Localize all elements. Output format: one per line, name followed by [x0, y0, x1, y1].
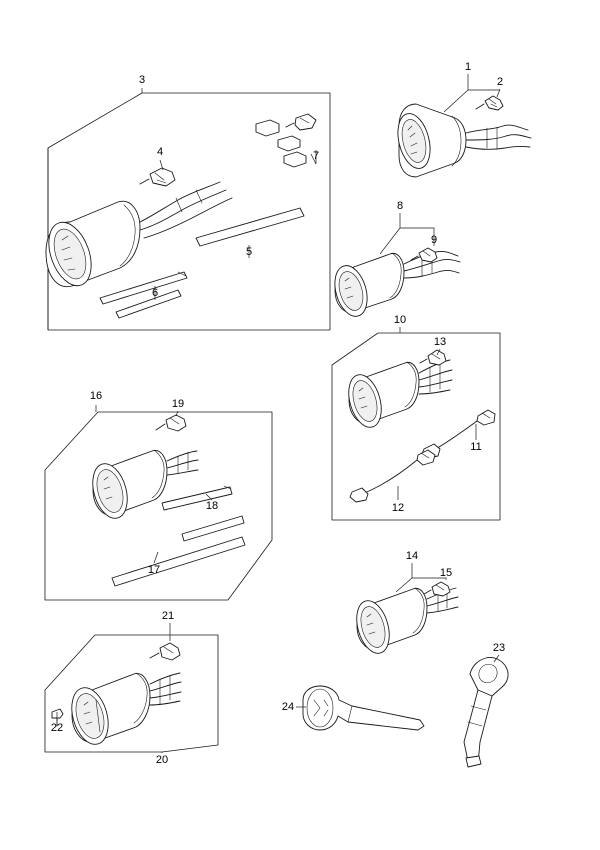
- bracket-arm-23: [464, 657, 508, 767]
- callout-13: 13: [433, 335, 447, 348]
- bracket-rod-18: [162, 486, 232, 510]
- callout-19: 19: [171, 397, 185, 410]
- meter-gauge-1: [393, 104, 531, 177]
- bulb-socket-2: [476, 96, 503, 110]
- bulb-socket-21: [150, 643, 180, 660]
- leader-8: [380, 213, 400, 254]
- wire-lead-11: [422, 410, 495, 458]
- connector-7: [256, 114, 316, 167]
- callout-1: 1: [464, 60, 472, 73]
- bulb-socket-15: [424, 582, 450, 596]
- meter-gauge-8: [329, 251, 460, 320]
- meter-gauge-16: [87, 450, 198, 522]
- leader-9: [400, 228, 434, 246]
- callout-22: 22: [50, 721, 64, 734]
- callout-11: 11: [470, 440, 482, 453]
- callout-7: 7: [312, 149, 320, 162]
- leader-14: [396, 563, 412, 592]
- callout-21: 21: [161, 609, 175, 622]
- leader-17: [154, 552, 158, 563]
- wire-lead-12: [350, 450, 435, 502]
- harness-rod-5: [196, 208, 304, 246]
- callout-9: 9: [430, 233, 438, 246]
- meter-gauge-10: [343, 360, 452, 431]
- callout-18: 18: [205, 499, 219, 512]
- callout-10: 10: [393, 313, 407, 326]
- callout-2: 2: [496, 75, 504, 88]
- connector-housing-24: [303, 686, 424, 730]
- leader-1: [444, 74, 468, 112]
- meter-gauge-14: [351, 588, 458, 657]
- callout-20: 20: [155, 753, 169, 766]
- callout-6: 6: [151, 286, 159, 299]
- bulb-socket-9: [411, 248, 437, 262]
- callout-3: 3: [138, 73, 146, 86]
- bulb-socket-13: [420, 350, 446, 365]
- clamp-rod-6: [100, 272, 187, 318]
- bulb-socket-19: [156, 415, 186, 431]
- bracket-rod-17: [112, 516, 245, 586]
- callout-15: 15: [439, 566, 453, 579]
- callout-17: 17: [147, 563, 161, 576]
- meter-gauge-20: [66, 673, 181, 749]
- callout-4: 4: [156, 145, 164, 158]
- callout-8: 8: [396, 199, 404, 212]
- callout-5: 5: [245, 245, 253, 258]
- callout-23: 23: [492, 641, 506, 654]
- bulb-socket-4: [140, 168, 175, 186]
- callout-16: 16: [89, 389, 103, 402]
- callout-14: 14: [405, 549, 419, 562]
- callout-24: 24: [281, 700, 295, 713]
- callout-12: 12: [391, 501, 405, 514]
